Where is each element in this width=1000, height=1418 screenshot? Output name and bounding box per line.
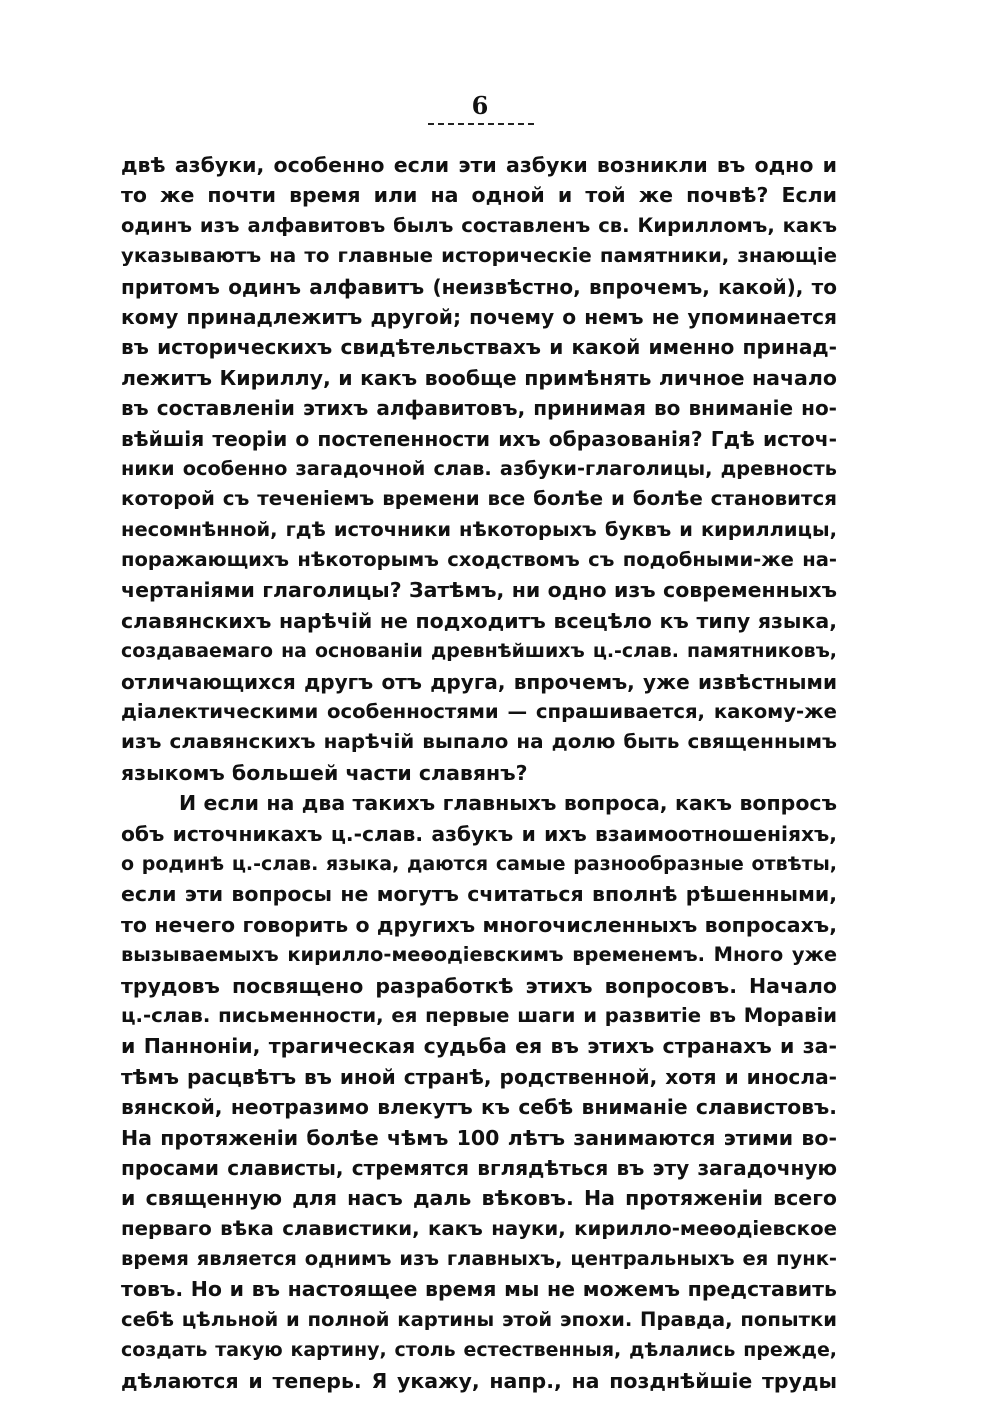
text-line: ники особенно загадочной слав. азбуки-глаголицы, древность xyxy=(121,456,837,480)
text-line: діалектическими особенностями — спрашивается, какому-же xyxy=(121,700,837,724)
text-line: дѣлаются и теперь. Я укажу, напр., на позднѣйшіе труды xyxy=(121,1368,837,1393)
text-line: въ историческихъ свидѣтельствахъ и какой именно принад- xyxy=(121,335,837,360)
text-line: и Панноніи, трагическая судьба ея въ этихъ странахъ и за- xyxy=(121,1034,837,1059)
text-line: двѣ азбуки, особенно если эти азбуки возникли въ одно и xyxy=(121,153,837,177)
text-line: отличающихся другъ отъ друга, впрочемъ, уже извѣстными xyxy=(121,669,837,694)
text-line: указываютъ на то главные историческіе памятники, знающіе xyxy=(121,244,837,268)
page-number: 6 xyxy=(471,91,489,120)
text-line: о родинѣ ц.-слав. языка, даются самые разнообразные отвѣты, xyxy=(121,852,837,875)
text-line: чертаніями глаголицы? Затѣмъ, ни одно изъ современныхъ xyxy=(121,578,837,603)
text-line: тѣмъ расцвѣтъ въ иной странѣ, родственной, хотя и иносла- xyxy=(121,1064,837,1089)
text-line: перваго вѣка славистики, какъ науки, кирилло-меѳодіевское xyxy=(121,1216,837,1240)
text-line: объ источникахъ ц.-слав. азбукъ и ихъ взаимоотношеніяхъ, xyxy=(121,821,837,846)
text-line: то нечего говорить о другихъ многочисленныхъ вопросахъ, xyxy=(121,912,837,937)
text-line: изъ славянскихъ нарѣчій выпало на долю быть священнымъ xyxy=(121,730,837,754)
text-line: просами слависты, стремятся вглядѣться въ эту загадочную xyxy=(121,1155,837,1180)
text-line: кому принадлежитъ другой; почему о немъ не упоминается xyxy=(121,304,837,329)
text-line: создать такую картину, столь естественныя, дѣлались прежде, xyxy=(121,1339,837,1362)
text-line: вызываемыхъ кирилло-меѳодіевскимъ временемъ. Много уже xyxy=(121,943,837,967)
text-line: трудовъ посвящено разработкѣ этихъ вопросовъ. Начало xyxy=(121,973,837,998)
text-line: время является однимъ изъ главныхъ, центральныхъ ея пунк- xyxy=(121,1247,837,1271)
text-line: ц.-слав. письменности, ея первые шаги и развитіе въ Моравіи xyxy=(121,1003,837,1027)
text-line: лежитъ Кириллу, и какъ вообще примѣнять личное начало xyxy=(121,365,837,390)
text-line: себѣ цѣльной и полной картины этой эпохи. Правда, попытки xyxy=(121,1307,837,1331)
text-line: притомъ одинъ алфавитъ (неизвѣстно, впрочемъ, какой), то xyxy=(121,274,837,299)
text-line: если эти вопросы не могутъ считаться вполнѣ рѣшенными, xyxy=(121,882,837,907)
paragraph-end-line: языкомъ большей части славянъ? xyxy=(121,760,528,785)
text-line: На протяженіи болѣе чѣмъ 100 лѣтъ занимаются этими во- xyxy=(121,1125,837,1150)
text-line: и священную для насъ даль вѣковъ. На протяженіи всего xyxy=(121,1186,837,1211)
text-line: которой съ теченіемъ времени все болѣе и болѣе становится xyxy=(121,487,837,511)
text-line: несомнѣнной, гдѣ источники нѣкоторыхъ буквъ и кириллицы, xyxy=(121,517,837,541)
body-text xyxy=(121,150,837,1396)
text-line: вянской, неотразимо влекутъ къ себѣ вниманіе славистовъ. xyxy=(121,1095,837,1120)
text-line: поражающихъ нѣкоторымъ сходствомъ съ подобными-же на- xyxy=(121,548,837,572)
text-line: одинъ изъ алфавитовъ былъ составленъ св. Кирилломъ, какъ xyxy=(121,213,837,237)
text-line: создаваемаго на основаніи древнѣйшихъ ц.-слав. памятниковъ, xyxy=(121,640,837,663)
text-line: вѣйшія теоріи о постепенности ихъ образованія? Гдѣ источ- xyxy=(121,426,837,451)
paragraph-start-line: И если на два такихъ главныхъ вопроса, какъ вопросъ xyxy=(179,791,837,816)
text-line: славянскихъ нарѣчій не подходитъ всецѣло къ типу языка, xyxy=(121,608,837,633)
text-line: то же почти время или на одной и той же почвѣ? Если xyxy=(121,183,837,208)
page-number-rule xyxy=(428,123,534,125)
text-line: въ составленіи этихъ алфавитовъ, принимая во вниманіе но- xyxy=(121,396,837,421)
text-line: товъ. Но и въ настоящее время мы не можемъ представить xyxy=(121,1277,837,1302)
